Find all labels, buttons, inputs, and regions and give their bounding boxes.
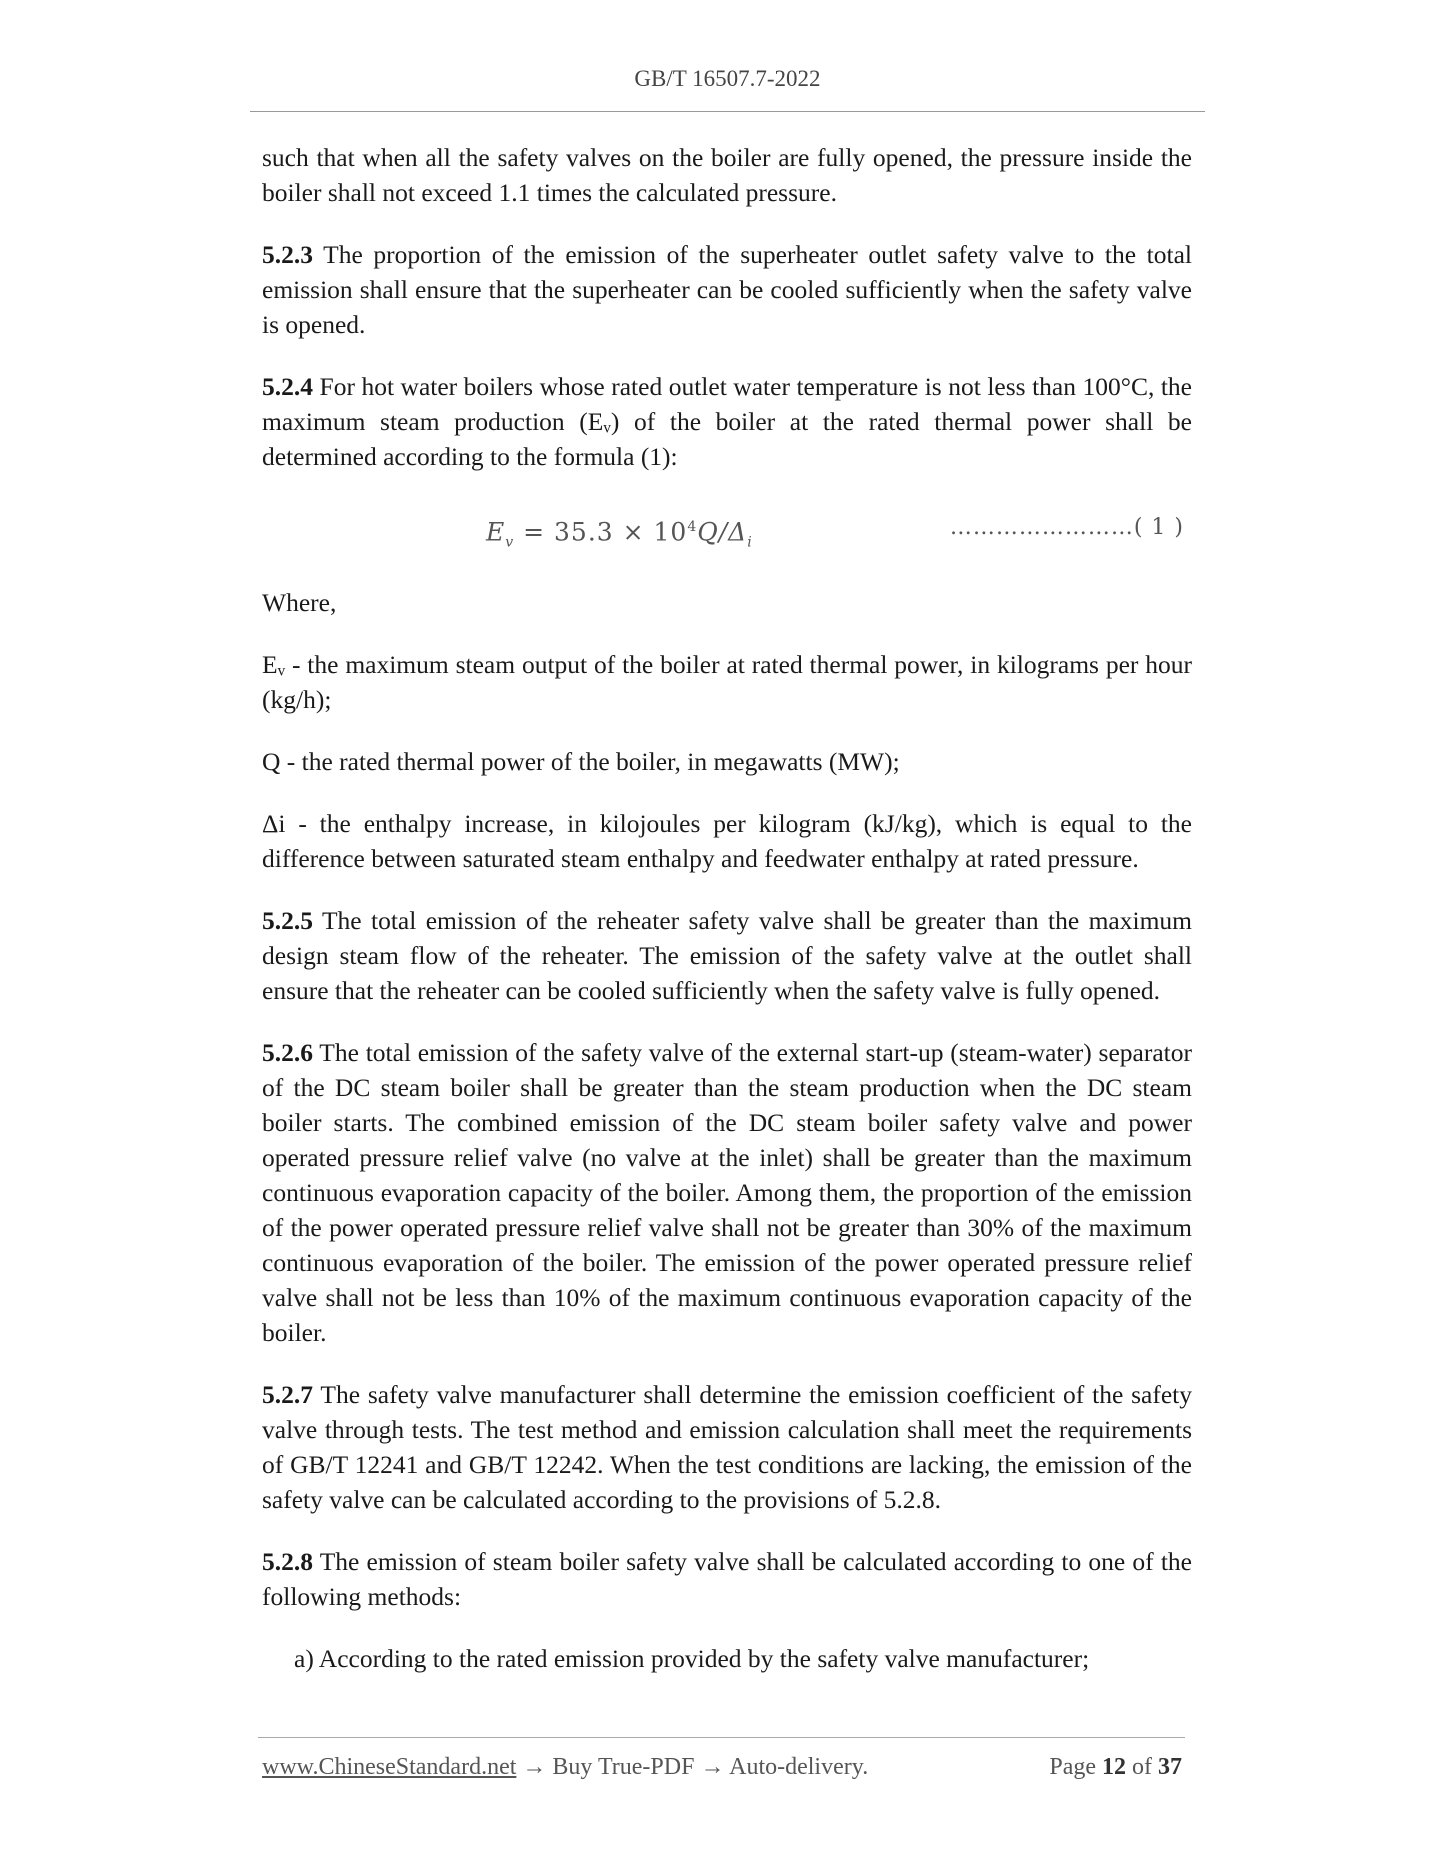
footer-divider: [258, 1737, 1185, 1738]
clause-text: The safety valve manufacturer shall determine the emission coefficient of the safety valve through tests. The test method and emission calculation shall meet the requirements of GB/T 12241 and GB/T 12242. When the test conditions are lacking, the emission of the safety valve can be calculated according to the provisions of 5.2.8.: [262, 1380, 1192, 1514]
clause-5-2-6: [262, 1035, 1192, 1350]
clause-number: 5.2.5: [262, 906, 313, 935]
document-header: GB/T 16507.7-2022: [634, 66, 821, 91]
clause-5-2-8: [262, 1544, 1192, 1614]
formula-rhs-sub: i: [747, 534, 753, 551]
paragraph-continuation: such that when all the safety valves on the boiler are fully opened, the pressure inside the boiler shall not exceed 1.1 times the calculated pressure.: [262, 143, 1192, 207]
clause-number: 5.2.3: [262, 240, 313, 269]
page-footer: [262, 1754, 1182, 1781]
formula-lhs-sub: v: [505, 534, 515, 551]
clause-text: The emission of steam boiler safety valve shall be calculated according to one of the following methods:: [262, 1547, 1192, 1611]
page-label: Page: [1049, 1754, 1102, 1780]
site-link[interactable]: www.ChineseStandard.net: [262, 1754, 517, 1780]
definition-ev: Eᵥ - the maximum steam output of the boiler at rated thermal power, in kilograms per hour (kg/h);: [262, 650, 1192, 714]
clause-5-2-4: [262, 369, 1192, 474]
formula-1: [262, 510, 1192, 551]
clause-number: 5.2.8: [262, 1547, 313, 1576]
page-indicator: [1049, 1754, 1182, 1781]
header-divider: [250, 111, 1205, 112]
clause-5-2-5: [262, 903, 1192, 1008]
clause-text: The total emission of the safety valve of the external start-up (steam-water) separator of the DC steam boiler shall be greater than the steam production when the DC steam boiler starts. The combined emission of the DC steam boiler safety valve and power operated pressure relief valve (no valve at the inlet) shall be greater than the maximum continuous evaporation capacity of the boiler. Among them, the proportion of the emission of the power operated pressure relief valve shall not be greater than 30% of the maximum continuous evaporation of the boiler. The emission of the power operated pressure relief valve shall not be less than 10% of the maximum continuous evaporation capacity of the boiler.: [262, 1038, 1192, 1347]
of-label: of: [1126, 1754, 1158, 1780]
clause-text: The total emission of the reheater safety valve shall be greater than the maximum design steam flow of the reheater. The emission of the safety valve at the outlet shall ensure that the reheater can be cooled sufficiently when the safety valve is fully opened.: [262, 906, 1192, 1005]
clause-number: 5.2.7: [262, 1380, 313, 1409]
page-number: 12: [1102, 1754, 1126, 1780]
formula-rhs-sup: 4: [687, 519, 698, 535]
clause-text: For hot water boilers whose rated outlet water temperature is not less than 100°C, the maximum steam production (Eᵥ) of the boiler at the rated thermal power shall be determined according to the formula (1):: [262, 372, 1192, 471]
footer-promo: → Buy True-PDF → Auto-delivery.: [516, 1754, 869, 1780]
definition-q: Q - the rated thermal power of the boiler, in megawatts (MW);: [262, 747, 900, 776]
formula-number: ……………………( 1 ): [949, 515, 1184, 540]
formula-rhs-a: = 35.3 × 10: [514, 517, 688, 547]
clause-5-2-3: [262, 237, 1192, 342]
formula-lhs: E: [486, 517, 506, 547]
formula-rhs-b: Q/Δ: [697, 517, 748, 547]
definition-delta-i: Δi - the enthalpy increase, in kilojoules per kilogram (kJ/kg), which is equal to the difference between saturated steam enthalpy and feedwater enthalpy at rated pressure.: [262, 809, 1192, 873]
list-item-a: a) According to the rated emission provided by the safety valve manufacturer;: [294, 1644, 1090, 1673]
clause-text: The proportion of the emission of the superheater outlet safety valve to the total emission shall ensure that the superheater can be cooled sufficiently when the safety valve is opened.: [262, 240, 1192, 339]
where-label: Where,: [262, 588, 337, 617]
document-body: [262, 140, 1192, 1703]
clause-5-2-7: [262, 1377, 1192, 1517]
page-total: 37: [1158, 1754, 1182, 1780]
clause-number: 5.2.6: [262, 1038, 313, 1067]
clause-number: 5.2.4: [262, 372, 313, 401]
formula-expression: [486, 510, 753, 560]
